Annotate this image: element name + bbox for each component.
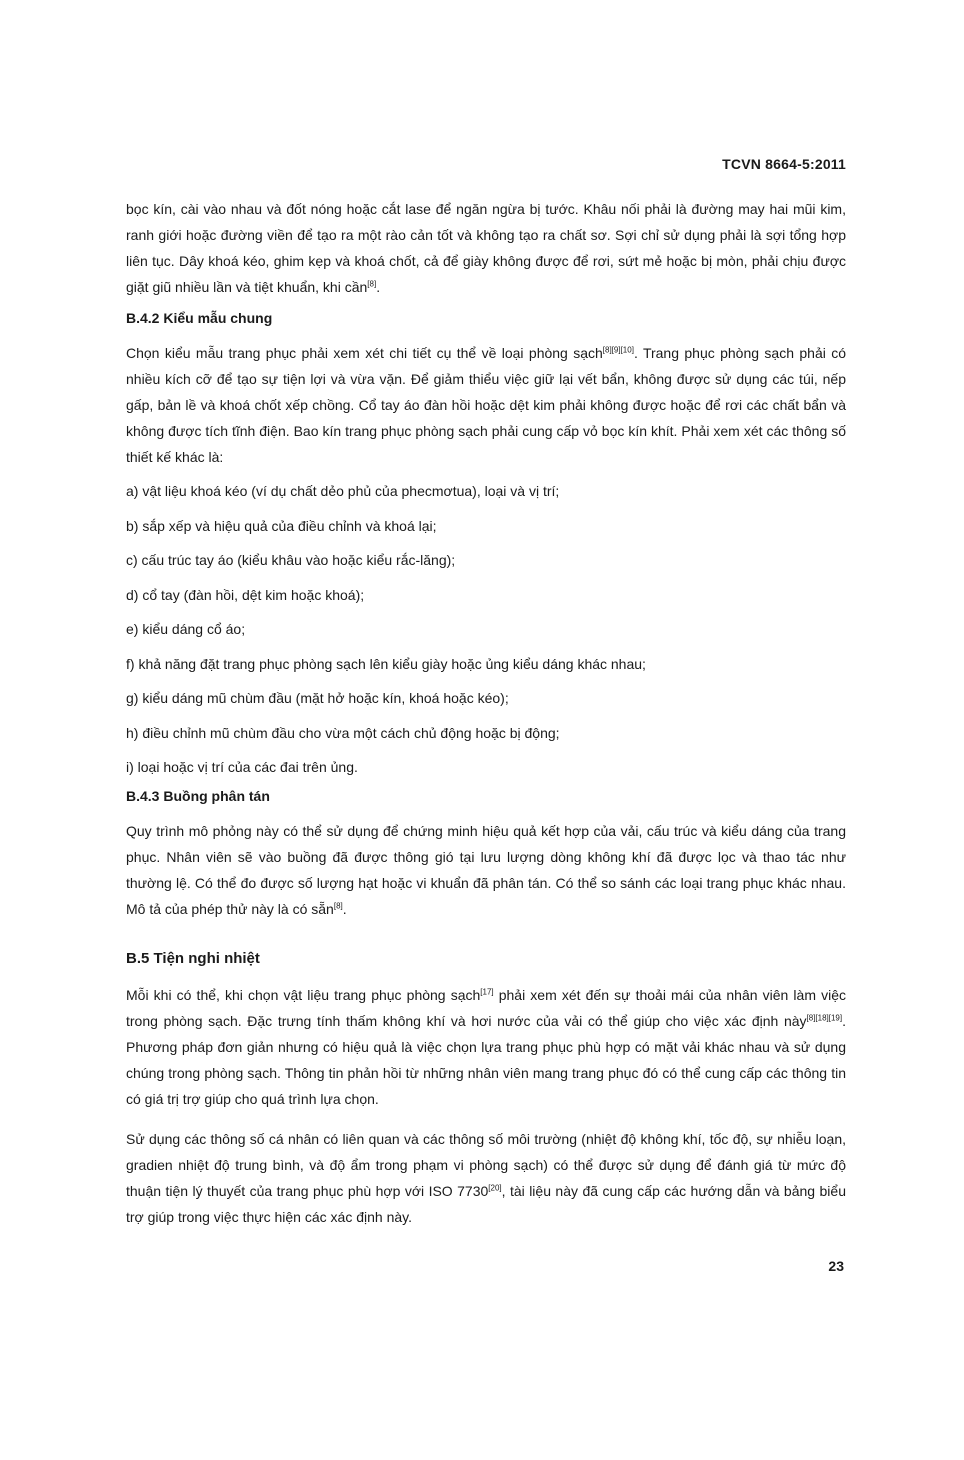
- paragraph-4: [126, 982, 846, 1112]
- paragraph-1: bọc kín, cài vào nhau và đốt nóng hoặc cắt lase để ngăn ngừa bị tước. Khâu nối phải là đường may hai mũi kim, ranh giới hoặc đường viền để tạo ra một rào cản tốt và không tạo ra chất sơ. Sợi chỉ sử dụng phải là sợi tổng hợp liên tục. Dây khoá kéo, ghim kẹp và khoá chốt, cả để giày không được để rơi, sứt mẻ hoặc bị mòn, phải chịu được giặt giũ nhiều lần và tiệt khuẩn, khi cần[8].: [126, 201, 846, 295]
- paragraph-2: [126, 340, 846, 470]
- paragraph-4-text-b: phải xem xét đến sự thoải mái của nhân viên làm việc trong phòng sạch. Đặc trưng tính thấm không khí và hơi nước của vải có thể giúp cho việc xác định này: [126, 987, 846, 1029]
- paragraph-1-text: bọc kín, cài vào nhau và đốt nóng hoặc cắt lase để ngăn ngừa bị tước. Khâu nối phải là đường may hai mũi kim, ranh giới hoặc đường viền để tạo ra một rào cản tốt và không tạo ra chất sơ. Sợi chỉ sử dụng phải là sợi tổng hợp liên tục. Dây khoá kéo, ghim kẹp và khoá chốt, cả để giày không được để rơi, sứt mẻ hoặc bị mòn, phải chịu được giặt giũ nhiều lần và tiệt khuẩn, khi cần: [126, 201, 846, 295]
- paragraph-4-text-a: Mỗi khi có thể, khi chọn vật liệu trang phục phòng sạch: [126, 987, 481, 1003]
- list-item: e) kiểu dáng cổ áo;: [126, 621, 246, 637]
- paragraph-5: [126, 1126, 846, 1230]
- reference-mark: [20]: [488, 1183, 502, 1193]
- page-number: 23: [828, 1258, 844, 1274]
- reference-mark: [8]: [367, 279, 377, 289]
- reference-mark: [8][18][19]: [806, 1013, 843, 1023]
- section-heading-b42: B.4.2 Kiểu mẫu chung: [126, 310, 273, 326]
- list-item: d) cổ tay (đàn hồi, dệt kim hoặc khoá);: [126, 586, 365, 603]
- paragraph-4-text-c: . Phương pháp đơn giản nhưng có hiệu quả là việc chọn lựa trang phục phù hợp có mặt vải khác nhau và sử dụng chúng trong phòng sạch. Thông tin phản hồi từ những nhân viên mang trang phục đó có thể cung cấp các thông tin có giá trị trợ giúp cho quá trình lựa chọn.: [126, 1013, 846, 1107]
- reference-mark: [8]: [333, 901, 343, 911]
- paragraph-2-text-b: . Trang phục phòng sạch phải có nhiều kích cỡ để tạo sự tiện lợi và vừa vặn. Để giảm thiểu việc giữ lại vết bẩn, không được sử dụng các túi, nếp gấp, bản lề và khoá chốt xếp chồng. Cổ tay áo đàn hồi hoặc dệt kim phải không được hoặc để rơi các chất bẩn và không được tích tĩnh điện. Bao kín trang phục phòng sạch phải cung cấp vỏ bọc kín khít. Phải xem xét các thông số thiết kế khác là:: [126, 345, 846, 465]
- reference-mark: [17]: [480, 987, 494, 997]
- document-code: TCVN 8664-5:2011: [722, 156, 846, 172]
- reference-mark: [8][9][10]: [602, 345, 634, 355]
- paragraph-3: Quy trình mô phỏng này có thể sử dụng để chứng minh hiệu quả kết hợp của vải, cấu trúc và kiểu dáng của trang phục. Nhân viên sẽ vào buồng đã được thông gió tại lưu lượng dòng không khí đã được lọc và thao tác như thường lệ. Có thể đo được số lượng hạt hoặc vi khuẩn đã phân tán. Có thể so sánh các loại trang phục khác nhau. Mô tả của phép thử này là có sẵn[8].: [126, 823, 846, 917]
- paragraph-5-text-b: , tài liệu này đã cung cấp các hướng dẫn và bảng biểu trợ giúp trong việc thực hiện các xác định này.: [126, 1183, 846, 1225]
- section-heading-b43: B.4.3 Buồng phân tán: [126, 788, 270, 804]
- design-parameter-list: [126, 478, 846, 789]
- paragraph-2-text-a: Chọn kiểu mẫu trang phục phải xem xét chi tiết cụ thể về loại phòng sạch: [126, 345, 603, 361]
- list-item: g) kiểu dáng mũ chùm đầu (mặt hở hoặc kín, khoá hoặc kéo);: [126, 690, 509, 706]
- paragraph-3-text: Quy trình mô phỏng này có thể sử dụng để chứng minh hiệu quả kết hợp của vải, cấu trúc và kiểu dáng của trang phục. Nhân viên sẽ vào buồng đã được thông gió tại lưu lượng dòng không khí đã được lọc và thao tác như thường lệ. Có thể đo được số lượng hạt hoặc vi khuẩn đã phân tán. Có thể so sánh các loại trang phục khác nhau. Mô tả của phép thử này là có sẵn: [126, 823, 846, 917]
- list-item: h) điều chỉnh mũ chùm đầu cho vừa một cách chủ động hoặc bị động;: [126, 724, 560, 741]
- list-item: f) khả năng đặt trang phục phòng sạch lên kiểu giày hoặc ủng kiểu dáng khác nhau;: [126, 655, 646, 672]
- list-item: a) vật liệu khoá kéo (ví dụ chất dẻo phủ của phecmơtua), loại và vị trí;: [126, 483, 560, 499]
- paragraph-5-text-a: Sử dụng các thông số cá nhân có liên quan và các thông số môi trường (nhiệt độ không khí, tốc độ, sự nhiễu loạn, gradien nhiệt độ trung bình, và độ ẩm trong phạm vi phòng sạch) có thể được sử dụng để đánh giá từ mức độ thuận tiện lý thuyết của trang phục phù hợp với ISO 7730: [126, 1131, 846, 1199]
- section-heading-b5: B.5 Tiện nghi nhiệt: [126, 950, 260, 967]
- list-item: i) loại hoặc vị trí của các đai trên ủng.: [126, 759, 358, 775]
- list-item: c) cấu trúc tay áo (kiểu khâu vào hoặc kiểu rắc-lăng);: [126, 552, 456, 568]
- list-item: b) sắp xếp và hiệu quả của điều chỉnh và khoá lại;: [126, 517, 437, 534]
